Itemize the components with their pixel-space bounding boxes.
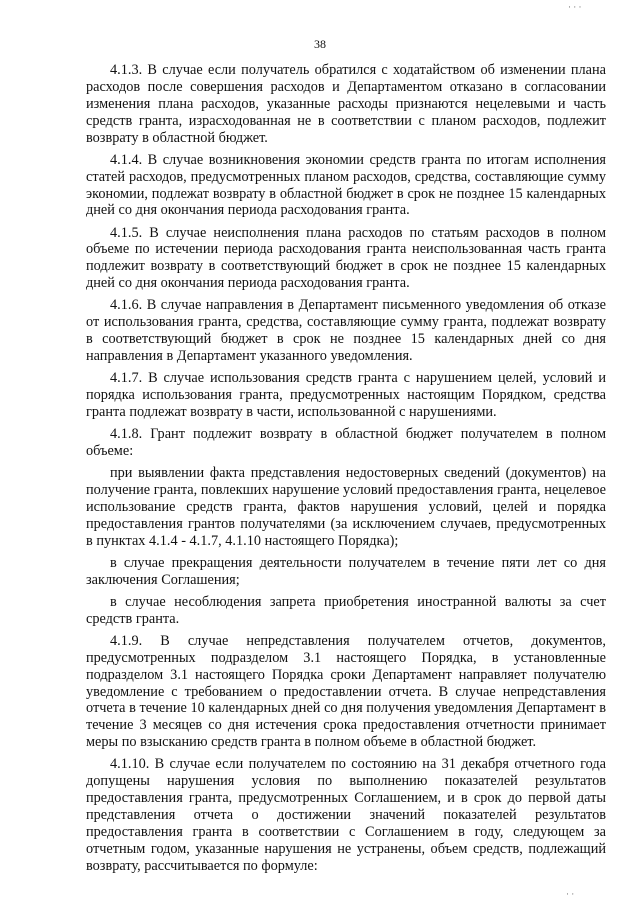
paragraph-4-1-9: 4.1.9. В случае непредставления получателем отчетов, документов, предусмотренных подразделом 3.1 настоящего Порядка, в установленные подразделом 3.1 настоящего Порядка сроки Департамент направляет получателю уведомление с требованием о предоставлении отчета. В случае непредставления отчета в течение 10 календарных дней со дня получения уведомления Департамент в течение 3 месяцев со дня истечения срока предоставления отчетности принимает меры по взысканию средств гранта в полном объеме в областной бюджет. xyxy=(86,632,606,751)
paragraph-4-1-3: 4.1.3. В случае если получатель обратился с ходатайством об изменении плана расходов после совершения расходов и Департаментом отказано в согласовании изменения плана расходов, указанные расходы признаются нецелевыми и часть средств гранта, израсходованная не в соответствии с планом расходов, подлежит возврату в областной бюджет. xyxy=(86,62,606,146)
page-number: 38 xyxy=(314,37,326,51)
paragraph-4-1-6: 4.1.6. В случае направления в Департамент письменного уведомления об отказе от использования гранта, средства, составляющие сумму гранта, подлежат возврату в соответствующий бюджет в срок не позднее 15 календарных дней со дня направления в Департамент указанного уведомления. xyxy=(86,297,606,365)
paragraph-4-1-8-case-currency: в случае несоблюдения запрета приобретения иностранной валюты за счет средств гранта. xyxy=(86,593,606,627)
paragraph-4-1-4: 4.1.4. В случае возникновения экономии средств гранта по итогам исполнения статей расходов, предусмотренных планом расходов, средства, составляющие сумму экономии, подлежат возврату в областной бюджет в срок не позднее 15 календарных дней со дня окончания периода расходования гранта. xyxy=(86,151,606,219)
paragraph-4-1-8: 4.1.8. Грант подлежит возврату в областной бюджет получателем в полном объеме: xyxy=(86,426,606,459)
corner-mark-top: · · · xyxy=(568,2,582,12)
paragraph-4-1-8-case-false-info: при выявлении факта представления недостоверных сведений (документов) на получение гранта, повлекших нарушение условий предоставления гранта, нецелевое использование средств гранта, фактов нарушения условий, целей и порядка предоставления грантов получателями (за исключением случаев, предусмотренных в пунктах 4.1.4 - 4.1.7, 4.1.10 настоящего Порядка); xyxy=(86,465,606,549)
paragraph-4-1-7: 4.1.7. В случае использования средств гранта с нарушением целей, условий и порядка использования гранта, предусмотренных настоящим Порядком, средства гранта подлежат возврату в части, использованной с нарушениями. xyxy=(86,370,606,420)
paragraph-4-1-10: 4.1.10. В случае если получателем по состоянию на 31 декабря отчетного года допущены нарушения условия по выполнению показателей результатов предоставления гранта, предусмотренных Соглашением, и в срок до первой даты представления отчета о достижении значений показателей результатов предоставления гранта в соответствии с Соглашением в году, следующем за отчетным годом, указанные нарушения не устранены, объем средств, подлежащий возврату, рассчитывается по формуле: xyxy=(86,756,606,874)
paragraph-4-1-8-case-termination: в случае прекращения деятельности получателем в течение пяти лет со дня заключения Соглашения; xyxy=(86,554,606,588)
corner-mark-bottom: · · xyxy=(566,889,575,899)
document-body xyxy=(86,62,606,880)
paragraph-4-1-5: 4.1.5. В случае неисполнения плана расходов по статьям расходов в полном объеме по истечении периода расходования гранта неиспользованная часть гранта подлежит возврату в соответствующий бюджет в срок не позднее 15 календарных дней со дня окончания периода расходования гранта. xyxy=(86,224,606,292)
